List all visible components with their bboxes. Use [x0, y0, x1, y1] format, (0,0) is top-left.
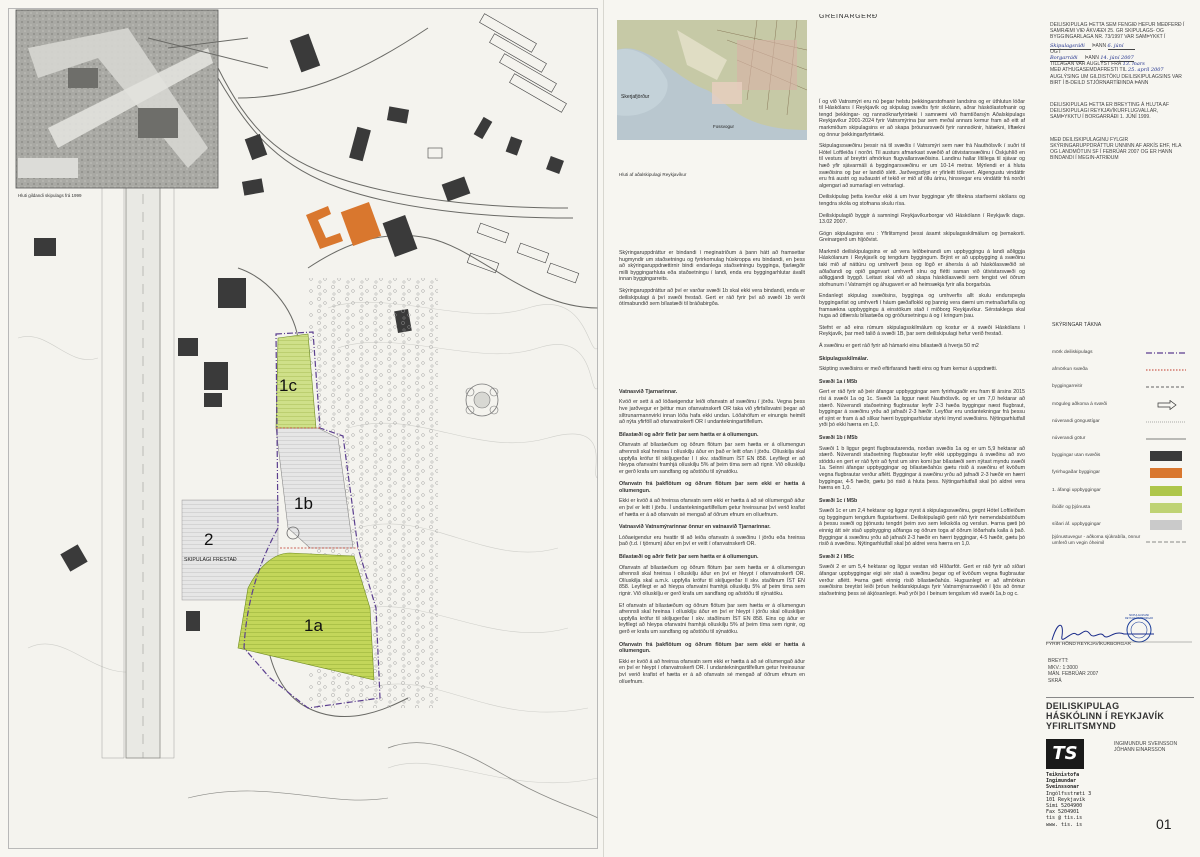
greinargerd-heading: GREINARGERÐ [819, 14, 878, 20]
legend-symbol-dashdot [1144, 348, 1188, 358]
approval-og: OG Í [1050, 48, 1061, 55]
col1-p11: Ekki er kvöð á að hreinsa ofanvatn sem ekki er hætta á að sé olíumengað áður en því er hleypt í ofanvatnskerfi OR. Í undantekningartilfellum getur hreinsunar því verið krafist ef hætta er á að ofanvatn sé mengað af öðrum efnum en olíuefnum. [619, 658, 805, 685]
label-1c: 1c [279, 376, 297, 395]
legend-label: núverandi götur [1052, 436, 1086, 441]
legend-row [1052, 346, 1192, 360]
aerial-label-skerjafjordur: Skerjafjörður [621, 94, 650, 100]
company-phone: Sími 5204900 [1046, 803, 1083, 810]
col1-p4: Ekki er kvöð á að hreinsa ofanvatn sem ekki er hætta á að sé olíumengað áður en því er leitt í jörðu. Í undantekningartilfellum getur hreinsunar því verið krafist ef hætta er á að ofanvatn sé mengað af öðrum efnum en olíuefnum. [619, 498, 805, 518]
col2-p2: Deiliskipulag þetta kveður ekki á um hvar byggingar yfir tiltekna starfsemi skólans og tengdra skóla og stofnana skulu rísa. [819, 194, 1025, 207]
legend-row [1052, 466, 1192, 480]
col2-p5: Markmið deiliskipulagsins er að vera leiðbeinandi um uppbyggingu á landi aðliggja Háskólanum í Reykjavík og tengdum byggingum. Brýnt er að uppbygging á svæðinu taki mið af náttúru og umhverfi þess og lögð er áhersla á að háskólasvæðið sé aðlaðandi og opið gagnvart umhverfi sínu og flétti saman við útivistarsvæði og aðliggjandi byggð. Leitast skal við að skapa háskólasvæði sem tengist vel öðrum stofnunum í Vatnsmýri og áhugavert er að heimsækja fyrir alla borgarbúa. [819, 248, 1025, 288]
legend-label: síðari áf. uppbyggingar [1052, 522, 1101, 527]
col2-p3: Deiliskipulagið byggir á samningi Reykjavíkurborgar við Háskólann í Reykjavík dags. 13.02 2007. [819, 212, 1025, 226]
col1-p2: Ofanvatn af bílastæðum og öðrum flötum þar sem hætta er á olíumengun afrennsli skal hreinsa í olíuskilju áður en það er leitt ofan í jörðu. Olíuskilja skal uppfylla kröfur til skiljugerðar I í skv. staðlinum ÍST EN 858. Leyfilegt er að hleypa ofanvatni framhjá olíuskilju 5% af þeim tíma sem að rignir. Við olíuskilju er gerð krafa um sandfang og aðstöðu til sýnatöku. [619, 442, 805, 475]
legend-symbol-line [1144, 434, 1188, 444]
title-line2: HÁSKÓLINN Í REYKJAVÍK [1046, 711, 1165, 721]
legend-label: núverandi göngustígar [1052, 418, 1100, 424]
zone-2-heading: Svæði 2 í M5c [819, 553, 855, 560]
col1-p0: Kvöð er sett á að lóðaeigendur leiði ofanvatn af svæðinu í jörðu. Vegna þess hve jarðvegur er þéttur mun ofanvatnskerfi OR taka við yfirfallsvatni þegar að síltrunarmannvirki innan lóða hafa ekki undan. Lóðahöfum er einungis heimilt að nýta yfirföll að ofanvatnskerfi OR í undantekningartilfellum. [619, 399, 805, 426]
legend-label: mörk deiliskipulags [1052, 350, 1093, 355]
approval-text-2: TILLAGAN VAR AUGLÝST FRÁ [1050, 61, 1122, 68]
company-info [1046, 772, 1126, 828]
legend-row [1052, 363, 1192, 377]
col2-p1: Skipulagssvæðinu þessir ná til svæðis í Vatnsmýri sem nær frá Nauthólsvík í suðri til Hótel Loftleiða í norðri. Til austurs afmarkast svæðið af útivistarsvæðinu í Öskjuhlíð en til vesturs af breyttri afmörkun flugvallarsvæðisins. Landinu hallar lítillega til sjávar og hæð yfir sjávarmáli á byggingarsvæðinu er um 10-14 metrar. Mýrlendi er á hluta svæðisins og þar er landið slétt. Jarðvegsdýpi er yfirleitt töluvert. Algengustu vindáttir eru frá austri og suðaustri ef tekið er mið af öllu árinu, hinsvegar eru vindáttir frá norðri algengari að sumarlagi en vetrarlagi. [819, 143, 1025, 189]
aerial-caption: Hluti af aðalskipulagi Reykjavíkur [619, 172, 687, 177]
hand-date-4: 25. apríl 2007 [1127, 67, 1164, 74]
col1-p6: Lóðaeigendur eru hvattir til að leiða ofanvatn á svæðinu í jörðu eða hreinsa það (t.d. í tjörnum) áður en því er veitt í ofanvatnskerfi OR. [619, 534, 805, 548]
company-name: Teiknistofa Ingimundar Sveinssonar [1046, 772, 1080, 791]
approval-dann-2: ÞANN [1085, 55, 1099, 62]
meta-skra: SKRÁ [1048, 677, 1062, 684]
text-column-1 [619, 250, 805, 850]
skilmalar-heading: Skipulagsskilmálar. [819, 355, 869, 362]
inset-1999-plan [16, 10, 218, 188]
legend-symbol-fill [1144, 468, 1188, 478]
col2-p4: Gögn skipulagsins eru : Yfirlitsmynd þessi ásamt skipulagsskilmálum og þemakorti. Greinargerð um hljóðvist. [819, 230, 1025, 244]
title-block [1046, 697, 1194, 731]
company-logo-text: TS [1052, 743, 1078, 764]
company-fax: Fax 5204901 [1046, 809, 1080, 816]
approval-text-1: DEILISKIPULAG ÞETTA SEM FENGIÐ HEFUR MEÐFERÐ Í SAMRÆMI VIÐ ÁKVÆÐI 25. GR SKIPULAGS- OG BYGGINGARLAGA NR. 73/1997 VAR SAMÞYKKT Í [1050, 22, 1185, 41]
col1-p8: Ofanvatn af bílastæðum og öðrum flötum þar sem hætta er á olíumengun afrennsli skal hreinsa í olíuskilju áður en því er hleypt í ofanvatnskerfi OR. Olíuskilja skal a.m.k. uppfylla kröfur til skiljugerðar II skv. staðlinum ÍST EN 858. Leyfilegt er að hleypa ofanvatni framhjá olíuskilju 5% af þeim tíma sem rignir. Við olíuskilju er gerð krafa um sandfang og aðstöðu til sýnatöku. [619, 564, 805, 597]
col1-p1: Bílastæði og aðrir fletir þar sem hætta er á olíumengun. [619, 431, 759, 438]
hand-borgarrad: Borgarráði [1050, 55, 1084, 62]
zone-2-body: Svæði 2 er um 5,4 hektarar og liggur vestan við Hlíðarfót. Gert er ráð fyrir að síðari áfangar uppbyggingar eigi sér stað á svæðinu þegar og ef kvöðum vegna flugbrautar verður aflétt. Þarna gæti einnig risið bílastæðahús. Hugsanlegt er að afmörkun svæðisins breytist leiði þróun heildarskipulags fyrir Vatnsmýrarsvæðið í ljós að önnur staðsetning þess sé ákjósanlegri. Það yrði þó í beinum tengslum við svæði 1a,b og c. [819, 564, 1025, 597]
signature-caption: FYRIR HÖND REYKJAVÍKURBORGAR [1046, 642, 1131, 647]
hand-date-3: 13. mars [1122, 61, 1145, 68]
aerial-label-fossvogur: Fossvogur [713, 124, 735, 129]
company-web: www. tis. is [1046, 821, 1083, 828]
company-city: 101 Reykjavík [1046, 796, 1086, 803]
approval-text-3: AUGLÝSING UM GILDISTÖKU DEILISKIPULAGSINS VAR BIRT Í B-DEILD STJÓRNARTÍÐINDA ÞANN [1050, 73, 1182, 86]
label-2-sub: SKIPULAGI FRESTAÐ [184, 557, 237, 563]
legend-label: afmörkun svæða [1052, 367, 1088, 373]
title-line3: YFIRLITSMYND [1046, 721, 1117, 731]
legend-symbol-dotted [1144, 365, 1188, 375]
stamp-text: SKIPULAGSSVIÐ REYKJAVÍKURBORGAR [1124, 614, 1153, 620]
legend-row [1052, 535, 1192, 549]
legend-label: þjónustuvegur - aðkoma sjúkrabíla, önnur umferð um vegin óheimil [1052, 535, 1141, 546]
approval-text-b2: MEÐ DEILISKIPULAGINU FYLGIR SKÝRINGARUPPDRÁTTUR UNNINN AF ARKÍS EHF, HLA OG LANDMÓTUN SF Í FEBRÚAR 2007 OG ER HANN BINDANDI Í MEGIN-ATRIÐUM [1050, 136, 1182, 162]
text-column-2 [819, 14, 1025, 850]
approval-text-b1: DEILISKIPULAG ÞETTA ER BREYTING Á HLUTA AF DEILISKIPULAGI REYKJAVÍKURFLUGVALLAR, SAMÞYKKTU Í BORGARRÁÐI 1. JÚNÍ 1999. [1050, 102, 1170, 121]
legend-label: byggingar utan svæðis [1052, 453, 1101, 459]
site-plan-svg [8, 8, 598, 849]
zone-1b-body: Svæði 1 b liggur gegnt flugbrautarenda, norðan svæðis 1a og er um 5,9 hektarar að stærð. Núverandi staðsetning flugbrautar leyfir ekki uppbyggingu á svæðinu að svo stöddu en gert er ráð fyrir að fyrst um sinn komi þar bílastæði sem nýtast myndu svæði 1a. Seinni áfangar uppbyggingar og bílastæðahús gætu risið á svæðinu ef kvöðum vegna flugbrautar verður aflétt. Byggingar á svæðinu yrðu að jafnaði 2-3 hæðir en hærri byggingar, 4-5 hæðir, gætu þó risið á hluta þess. Nýtingarhlutfall skal þó aldrei vera hærra en 1,0. [819, 445, 1025, 492]
approval-block [1050, 22, 1190, 161]
legend-row [1052, 432, 1192, 446]
company-logo [1046, 739, 1084, 769]
legend-symbol-hatch [1144, 520, 1188, 530]
legend-symbol-arrow [1144, 400, 1188, 410]
inset-caption: Hluti gildandi skipulags frá 1999 [18, 193, 82, 198]
legend-row [1052, 398, 1192, 412]
legend-label: byggingarreitir [1052, 384, 1083, 390]
hand-date-2: 14. júní 2007 [1100, 55, 1134, 62]
author-1: INGIMUNDUR SVEINSSON [1114, 741, 1178, 747]
legend-row [1052, 415, 1192, 429]
col2-p8: Á svæðinu er gert ráð fyrir að hámarki einu bílastæði á hverja 50 m2 [819, 343, 979, 349]
skilmalar-intro: Skipting svæðisins er með eftirfarandi hætti eins og fram kemur á uppdrætti. [819, 366, 998, 373]
col1-p9: Ef ofanvatn af bílastæðum og öðrum flötum þar sem hætta er á olíumengun afrennsli skal hreinsa í olíuskilju áður en því er hleypt í jörðu skal olíuskiljan uppfylla kröfur til skiljugerðar I skv. staðlinum ÍST EN 858. Eins og áður er leyfilegt að hleypa ofanvatni framhjá olíuskilju 5% af þeim tíma sem rignir, og gerð er krafa um sandfang og aðstöðu til sýnatöku. [619, 602, 805, 635]
site-plan-map[interactable] [8, 8, 598, 849]
zone-1a-body: Gert er ráð fyrir að þeir áfangar uppbyggingar sem fyrirhugaðir eru fram til ársins 2015 rísi á svæði 1a og 1c. Svæði 1a liggur næst Nauthólsvík. og er um 7,0 hektarar að stærð. Núverandi staðsetning flugbrautar leyfir 2-3 hæða byggingar næst flugbraut, byggingar á svæðinu yrðu að jafnaði 2-3 hæðir. Leyfðar eru undantekningar frá þessu ef sýnt er fram á að slíkar hærri byggingarhlutar styrki ímynd svæðisins. Nýtingarhlutfall yrði þó ekki hærra en 1,0. [819, 389, 1025, 429]
legend-row [1052, 501, 1192, 515]
hand-date-1: 6. júní [1108, 43, 1136, 50]
col1-p7: Bílastæði og aðrir fletir þar sem hætta er á olíumengun. [619, 554, 759, 561]
approval-text-2b: MEÐ ATHUGASEMDAFRESTI TIL [1050, 67, 1127, 74]
legend-row [1052, 518, 1192, 532]
col1-p10: Ofanvatn frá þakflötum og öðrum flötum þar sem ekki er hætta á olíumengun. [619, 641, 805, 655]
legend-symbol-dotline [1144, 417, 1188, 427]
zone-1c-body: Svæði 1c er um 2,4 hektarar og liggur nyrst á skipulagssvæðinu, gegnt Hótel Loftleiðum og byggingum tengdum flugstarfsemi. Deiliskipulagið gerir ráð fyrir nemendabústöðum á þessu svæði og þjónustu tengdri þeim svo sem leikskóla og verslun. Þarna gæti þó einnig átt sér stað uppbygging aðfanga og öðrum toga af öðrum lóðarhafa kalla á það. Byggingar á svæðinu yrðu að jafnaði 2-3 hæðir en hærri byggingar, 4-5 hæðir, gætu þó risið á svæðinu. Nýtingarhlutfall skal þó aldrei vera hærra en 1,0. [819, 508, 1025, 548]
col1-p5: Vatnasvið Vatnsmýrarinnar önnur en vatnasvið Tjarnarinnar. [619, 524, 771, 531]
label-1a: 1a [304, 616, 323, 635]
zone-1b-heading: Svæði 1b í M5b [819, 434, 858, 441]
meta-date: MÁN. FEBRÚAR 2007 [1048, 671, 1099, 678]
meta-scale: MKV.: 1:3000 [1048, 665, 1078, 672]
authors [1114, 741, 1194, 753]
label-2: 2 [204, 530, 214, 549]
legend-row [1052, 484, 1192, 498]
sheet-number: 01 [1156, 816, 1172, 832]
col2-p6: Endanlegt skipulag svæðisins, bygginga og umhverfis allt skulu endurspegla byggingarlist og umhverfi í háum gæðaflokki og þannig vera dæmi um metnaðarfulla og framsækna uppbyggingu á einstökum stað í miðborg Reykjavíkur. Sérstaklega skal huga að útfærslu bílastæða og gróðursetningu á og í kringum þau. [819, 293, 1025, 320]
meta-block [1048, 658, 1188, 684]
company-email: tis @ tis.is [1046, 815, 1083, 822]
hand-skipulagsrad: Skipulagsráði [1050, 43, 1091, 50]
col2-p0: Í og við Vatnsmýri eru nú þegar helstu þekkingarstofnanir landsins og er úthlutun lóðar til Háskólans í Reykjavík og skipulag svæðis fyrir skólann, aðrar háskólastofnanir og tengd þekkingar- og rannsóknarfyrirtæki í samræmi við framtíðarsýn Aðalskipulags Reykjavíkur 2001-2024 fyrir Vatnsmýrina þar sem meðal annars kemur fram að eitt af markmiðum skipulagsins er að skapa þróunarsvæði fyrir rannsóknir, hátækni, líftækni og önnur þekkingarfyrirtæki. [819, 98, 1025, 138]
intro-p2: Skýringaruppdráttur að því er varðar svæði 1b skal ekki vera bindandi, enda er deiliskipulagi á því svæði frestað. Gert er ráð fyrir því að svæði 1b verði ótímabundið sem bílastæði til bráðabirgða. [619, 287, 805, 308]
col1-p3: Ofanvatn frá þakflötum og öðrum flötum þar sem ekki er hætta á olíumengun. [619, 481, 805, 494]
approval-dann-1: ÞANN [1092, 42, 1107, 49]
aerial-svg [617, 20, 807, 140]
legend-row [1052, 449, 1192, 463]
legend-symbol-dashed [1144, 382, 1188, 392]
meta-breytt: BREYTT: [1048, 658, 1069, 664]
legend-label: íbúðir og þjónusta [1052, 504, 1091, 510]
legend-symbol-dashed2 [1144, 537, 1188, 547]
legend-title: SKÝRINGAR TÁKNA [1052, 322, 1102, 328]
company-address: Ingólfsstræti 3 [1046, 790, 1092, 797]
legend-label: 1. áfangi uppbyggingar [1052, 487, 1101, 493]
zone-1a-heading: Svæði 1a í M5b [819, 378, 858, 385]
legend-label: fyrirhugaðar byggingar [1052, 470, 1100, 476]
col1-heading: Vatnasvið Tjarnarinnar. [619, 388, 678, 395]
fold-line [603, 0, 604, 857]
label-1b: 1b [294, 494, 313, 513]
legend-symbol-hatch [1144, 486, 1188, 496]
intro-p1: Skýringaruppdráttur er bindandi í meginatriðum á þann hátt að framsettar hugmyndir um staðsetningu og fyrirkomulag húskroppa eru bindandi, en þess að skýringaruppdrættirnir bindi endanlega staðsetningu bygginga, fjarlægðir milli byggingarhluta eða staðsetningu í landi, enda eru byggingarhlutar ávallt innan byggingarreits. [619, 250, 805, 283]
legend-label: möguleg aðkoma á svæði [1052, 401, 1107, 407]
legend-row [1052, 380, 1192, 394]
zone-1c-heading: Svæði 1c í M5b [819, 497, 858, 504]
legend-symbol-fill [1144, 451, 1188, 461]
legend-symbol-hatch [1144, 503, 1188, 513]
aerial-map-inset [617, 20, 807, 140]
author-2: JÓHANN EINARSSON [1114, 747, 1166, 754]
title-line1: DEILISKIPULAG [1046, 701, 1120, 711]
col2-p7: Stefnt er að eins rúmum skipulagsskilmálum og kostur er á svæði Háskólans í Reykjavík, þar með talið á svæði 1B, þar sem deiliskipulagi hefur verið frestað. [819, 324, 1025, 338]
